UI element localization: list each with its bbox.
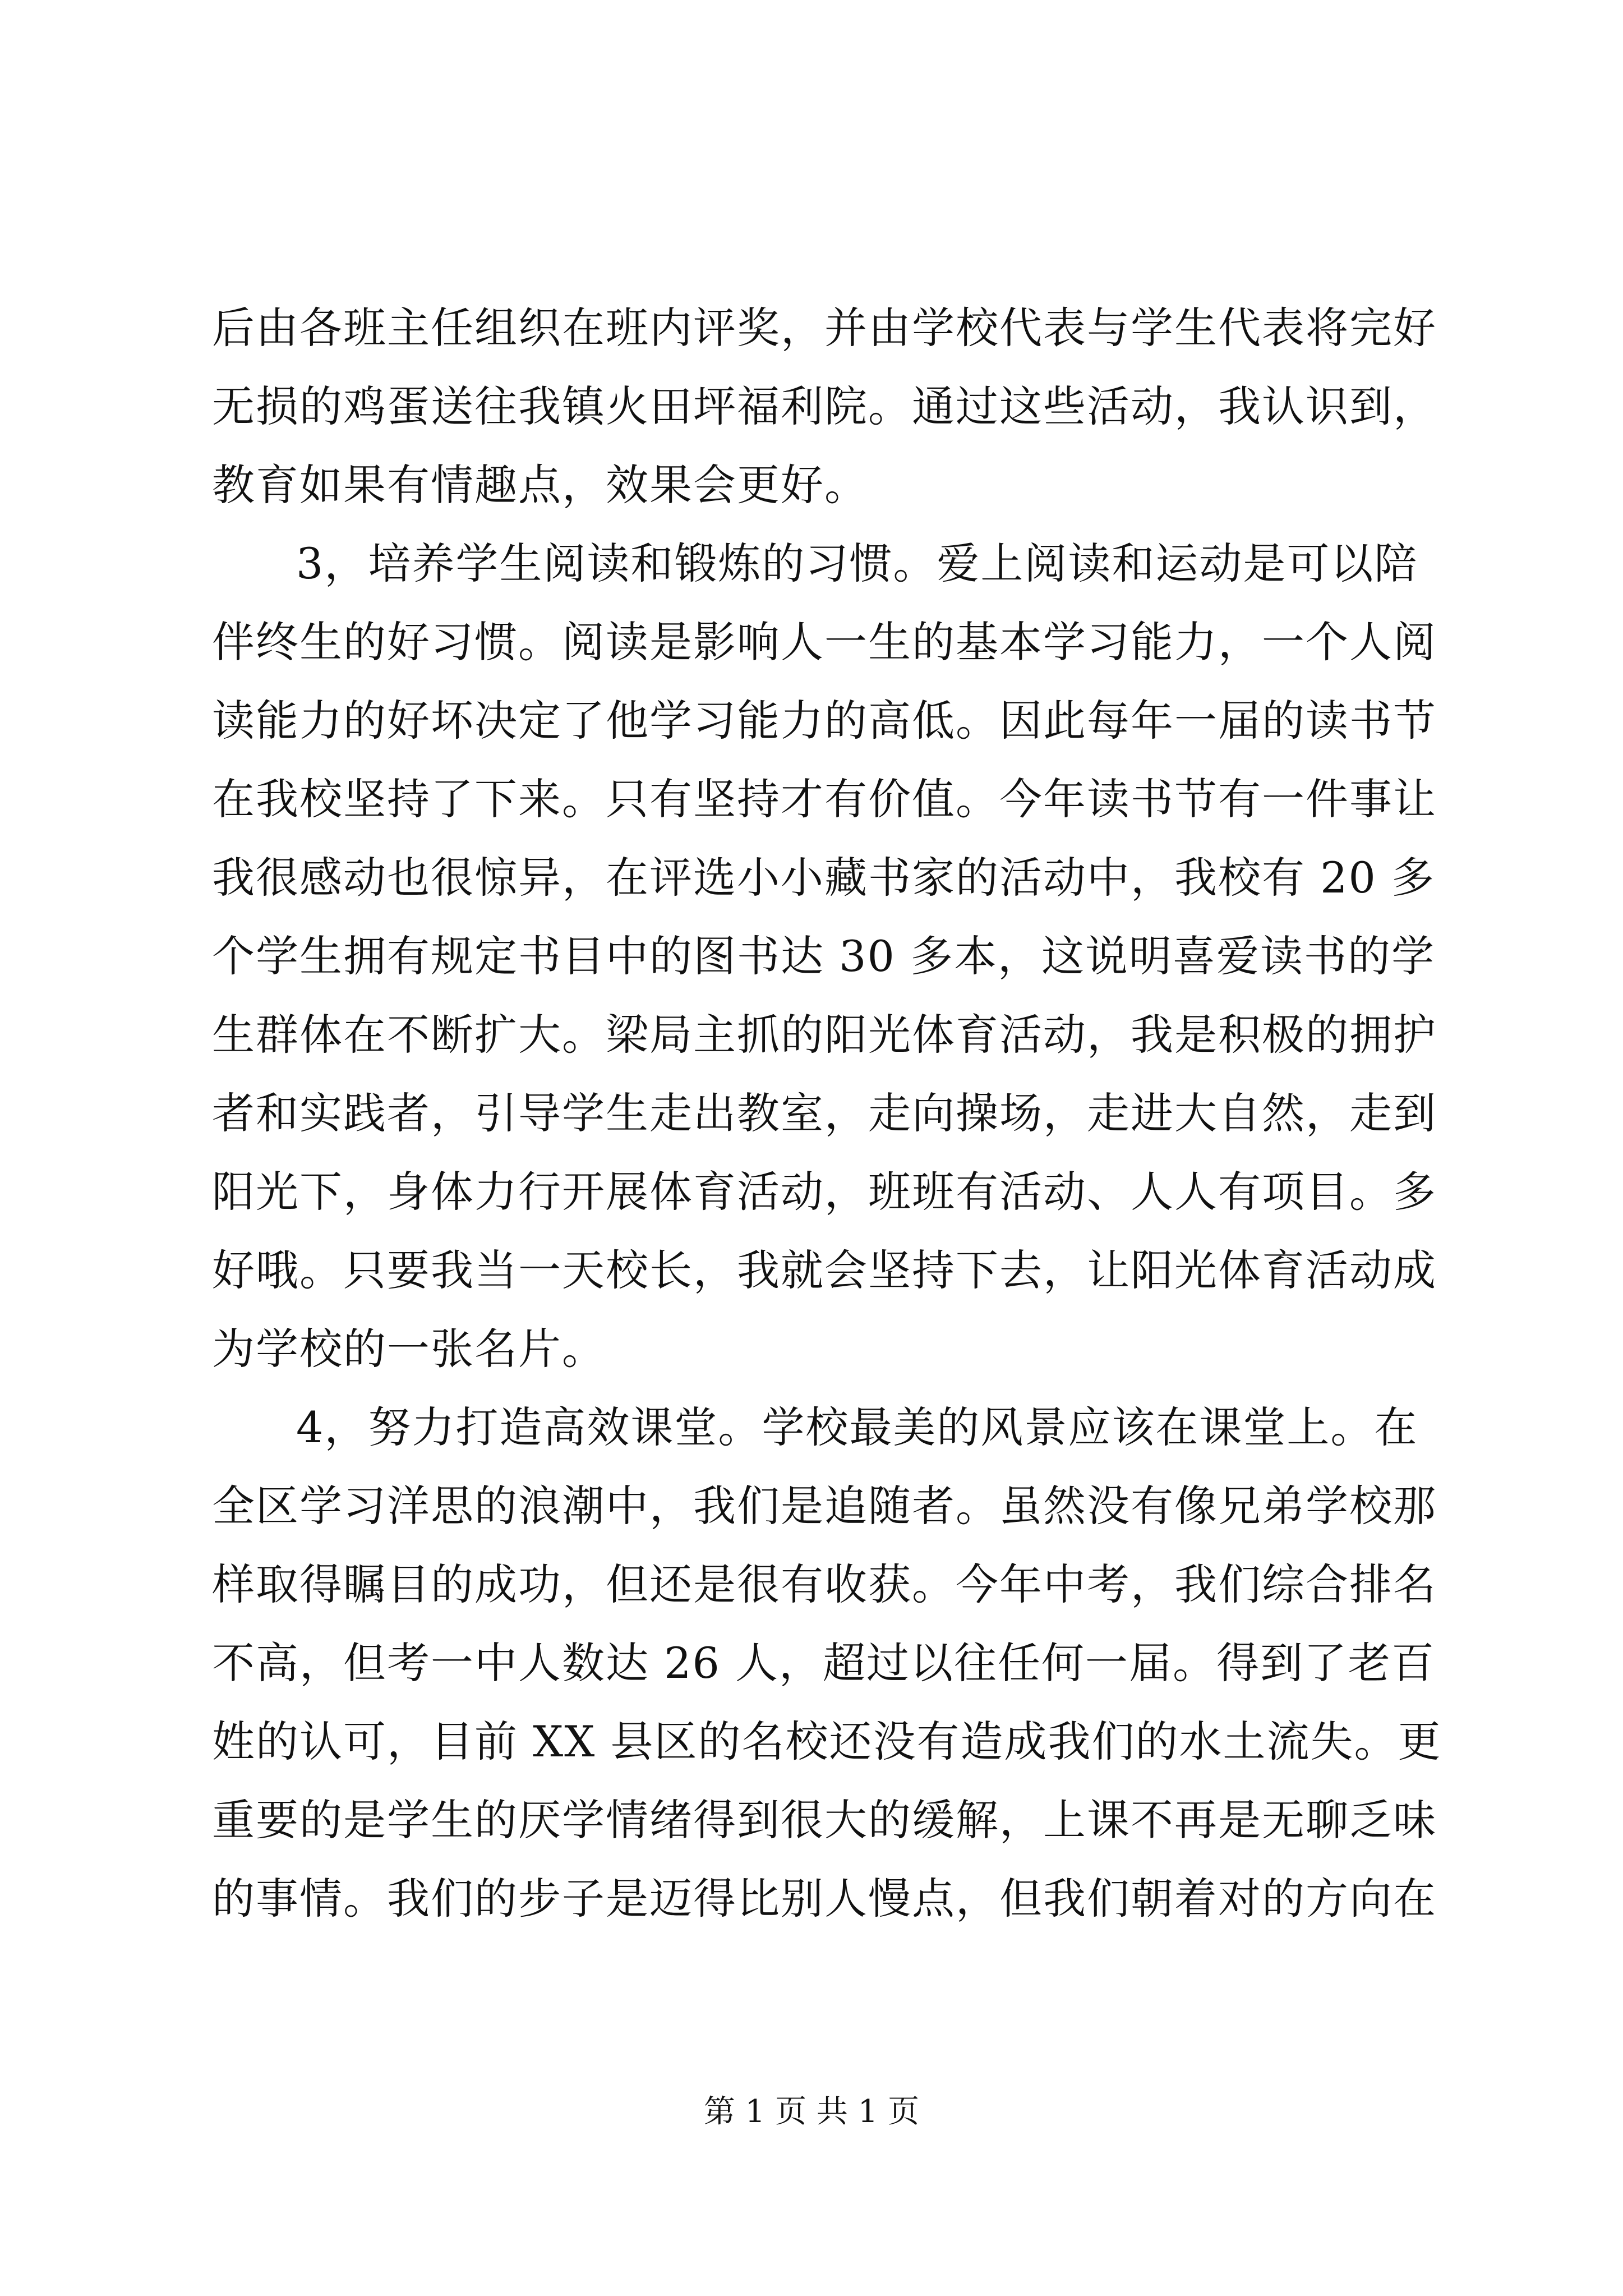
text-line: 4，努力打造高效课堂。学校最美的风景应该在课堂上。在 (296, 1402, 1418, 1452)
text-line: 无损的鸡蛋送往我镇火田坪福利院。通过这些活动，我认识到， (212, 381, 1437, 431)
text-line: 好哦。只要我当一天校长，我就会坚持下去，让阳光体育活动成 (212, 1245, 1437, 1295)
text-line: 在我校坚持了下来。只有坚持才有价值。今年读书节有一件事让 (212, 774, 1437, 824)
text-line: 个学生拥有规定书目中的图书达 30 多本，这说明喜爱读书的学 (212, 931, 1436, 981)
text-line: 的事情。我们的步子是迈得比别人慢点，但我们朝着对的方向在 (212, 1874, 1437, 1924)
document-body (212, 289, 1442, 1938)
text-line: 阳光下，身体力行开展体育活动，班班有活动、人人有项目。多 (212, 1167, 1437, 1217)
text-line: 读能力的好坏决定了他学习能力的高低。因此每年一届的读书节 (212, 696, 1437, 746)
paragraph-2 (212, 524, 1437, 1388)
text-line: 重要的是学生的厌学情绪得到很大的缓解，上课不再是无聊乏味 (212, 1795, 1437, 1845)
text-line: 3，培养学生阅读和锻炼的习惯。爱上阅读和运动是可以陪 (296, 539, 1418, 588)
paragraph-1 (212, 289, 1437, 524)
text-line: 为学校的一张名片。 (212, 1324, 606, 1374)
text-line: 样取得瞩目的成功，但还是很有收获。今年中考，我们综合排名 (212, 1559, 1437, 1609)
text-line: 不高，但考一中人数达 26 人，超过以往任何一届。得到了老百 (212, 1638, 1436, 1688)
text-line: 姓的认可，目前 XX 县区的名校还没有造成我们的水土流失。更 (212, 1717, 1442, 1766)
text-line: 后由各班主任组织在班内评奖，并由学校代表与学生代表将完好 (212, 303, 1437, 353)
text-line: 生群体在不断扩大。梁局主抓的阳光体育活动，我是积极的拥护 (212, 1010, 1437, 1060)
page-footer (0, 2090, 1623, 2134)
page-number-label: 第 1 页 共 1 页 (703, 2093, 920, 2130)
text-line: 者和实践者，引导学生走出教室，走向操场，走进大自然，走到 (212, 1088, 1437, 1138)
text-line: 伴终生的好习惯。阅读是影响人一生的基本学习能力，一个人阅 (212, 617, 1437, 667)
text-line: 我很感动也很惊异，在评选小小藏书家的活动中，我校有 20 多 (212, 853, 1436, 903)
text-line: 全区学习洋思的浪潮中，我们是追随者。虽然没有像兄弟学校那 (212, 1481, 1437, 1531)
paragraph-3 (212, 1388, 1442, 1938)
text-line: 教育如果有情趣点，效果会更好。 (212, 460, 868, 510)
